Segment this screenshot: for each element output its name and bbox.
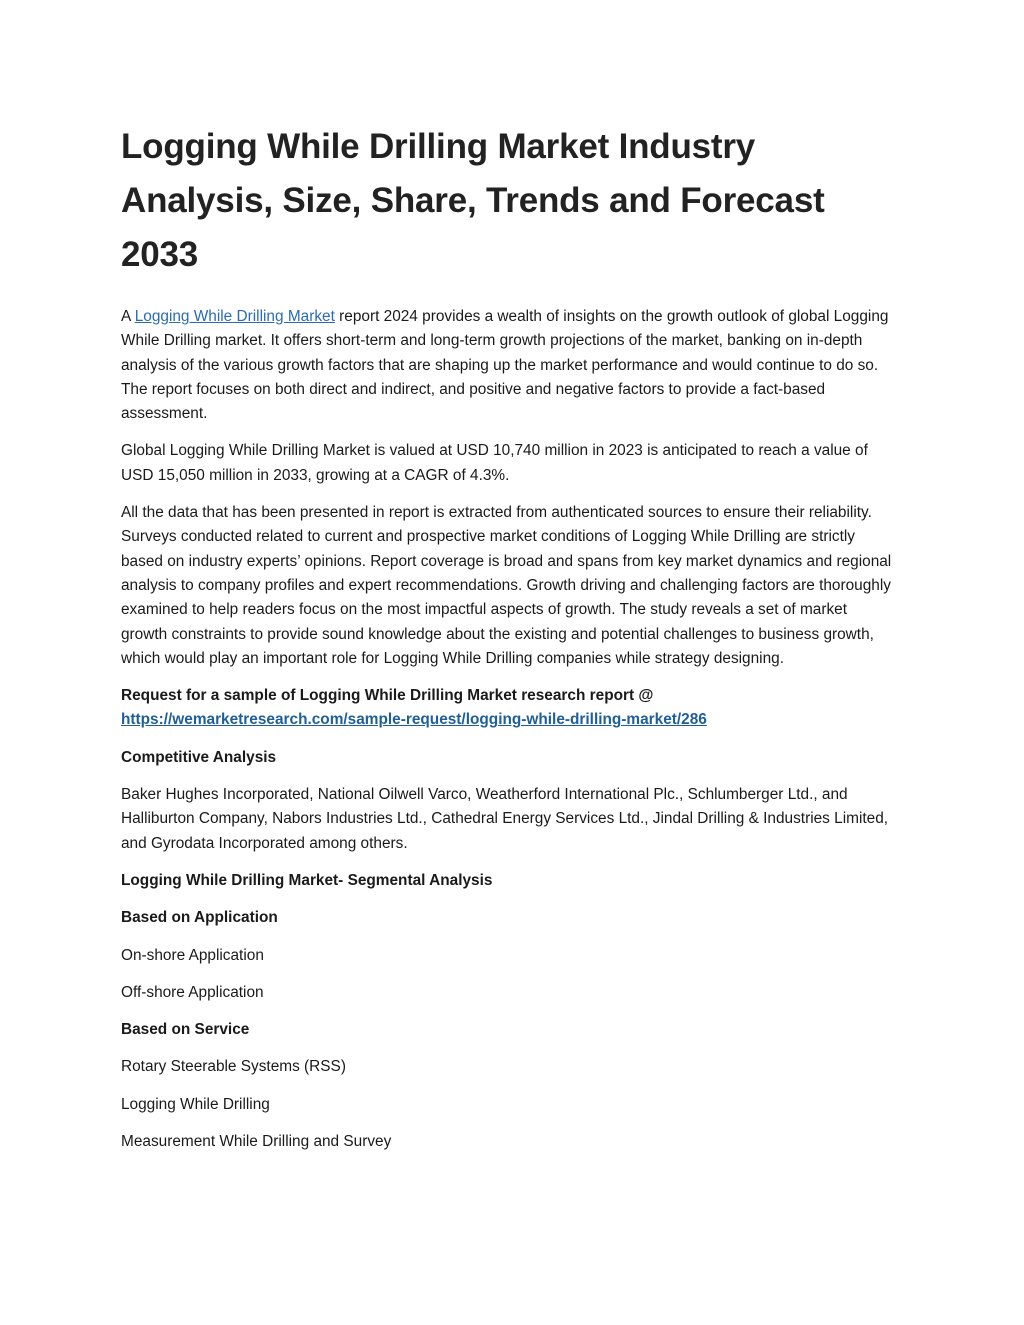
intro-prefix: A — [121, 308, 135, 325]
sample-request-label: Request for a sample of Logging While Drilling Market research report @ — [121, 687, 654, 705]
service-heading: Based on Service — [121, 1021, 250, 1039]
title-block — [121, 120, 896, 282]
service-item: Logging While Drilling — [121, 1095, 270, 1113]
methodology-paragraph: All the data that has been presented in report is extracted from authenticated sources to ensure their reliability. Surveys conducted related to current and prospective market conditions of Logging While Drilling are strictly based on industry experts’ opinions. Report coverage is broad and spans from key market dynamics and regional analysis to company profiles and expert recommendations. Growth driving and challenging factors are thoroughly examined to help readers focus on the most impactful aspects of growth. The study reveals a set of market growth constraints to provide sound knowledge about the existing and potential challenges to business growth, which would play an important role for Logging While Drilling companies while strategy designing. — [121, 504, 892, 667]
sample-request-paragraph — [121, 684, 896, 733]
valuation-paragraph: Global Logging While Drilling Market is valued at USD 10,740 million in 2023 is anticipated to reach a value of USD 15,050 million in 2033, growing at a CAGR of 4.3%. — [121, 442, 868, 484]
market-report-link[interactable]: Logging While Drilling Market — [134, 308, 335, 325]
service-item: Rotary Steerable Systems (RSS) — [121, 1058, 346, 1076]
document-body — [121, 305, 896, 1167]
competitive-heading: Competitive Analysis — [121, 748, 277, 766]
page-title: Logging While Drilling Market Industry Analysis, Size, Share, Trends and Forecast 2033 — [121, 127, 825, 274]
competitive-text: Baker Hughes Incorporated, National Oilwell Varco, Weatherford International Plc., Schlumberger Ltd., and Halliburton Company, Nabors Industries Ltd., Cathedral Energy Services Ltd., Jindal Drilling & Industries Limited, and Gyrodata Incorporated among others. — [121, 786, 889, 852]
service-item: Measurement While Drilling and Survey — [121, 1133, 392, 1151]
application-heading: Based on Application — [121, 909, 278, 927]
application-item: On-shore Application — [121, 946, 264, 964]
application-item: Off-shore Application — [121, 983, 264, 1001]
intro-text: report 2024 provides a wealth of insights on the growth outlook of global Logging While Drilling market. It offers short-term and long-term growth projections of the market, banking on in-depth analysis of the various growth factors that are shaping up the market performance and would continue to do so. The report focuses on both direct and indirect, and positive and negative factors to provide a fact-based assessment. — [121, 308, 889, 423]
intro-paragraph — [121, 305, 896, 426]
sample-request-link[interactable]: https://wemarketresearch.com/sample-request/logging-while-drilling-market/286 — [121, 711, 707, 729]
segmental-heading: Logging While Drilling Market- Segmental Analysis — [121, 871, 493, 889]
